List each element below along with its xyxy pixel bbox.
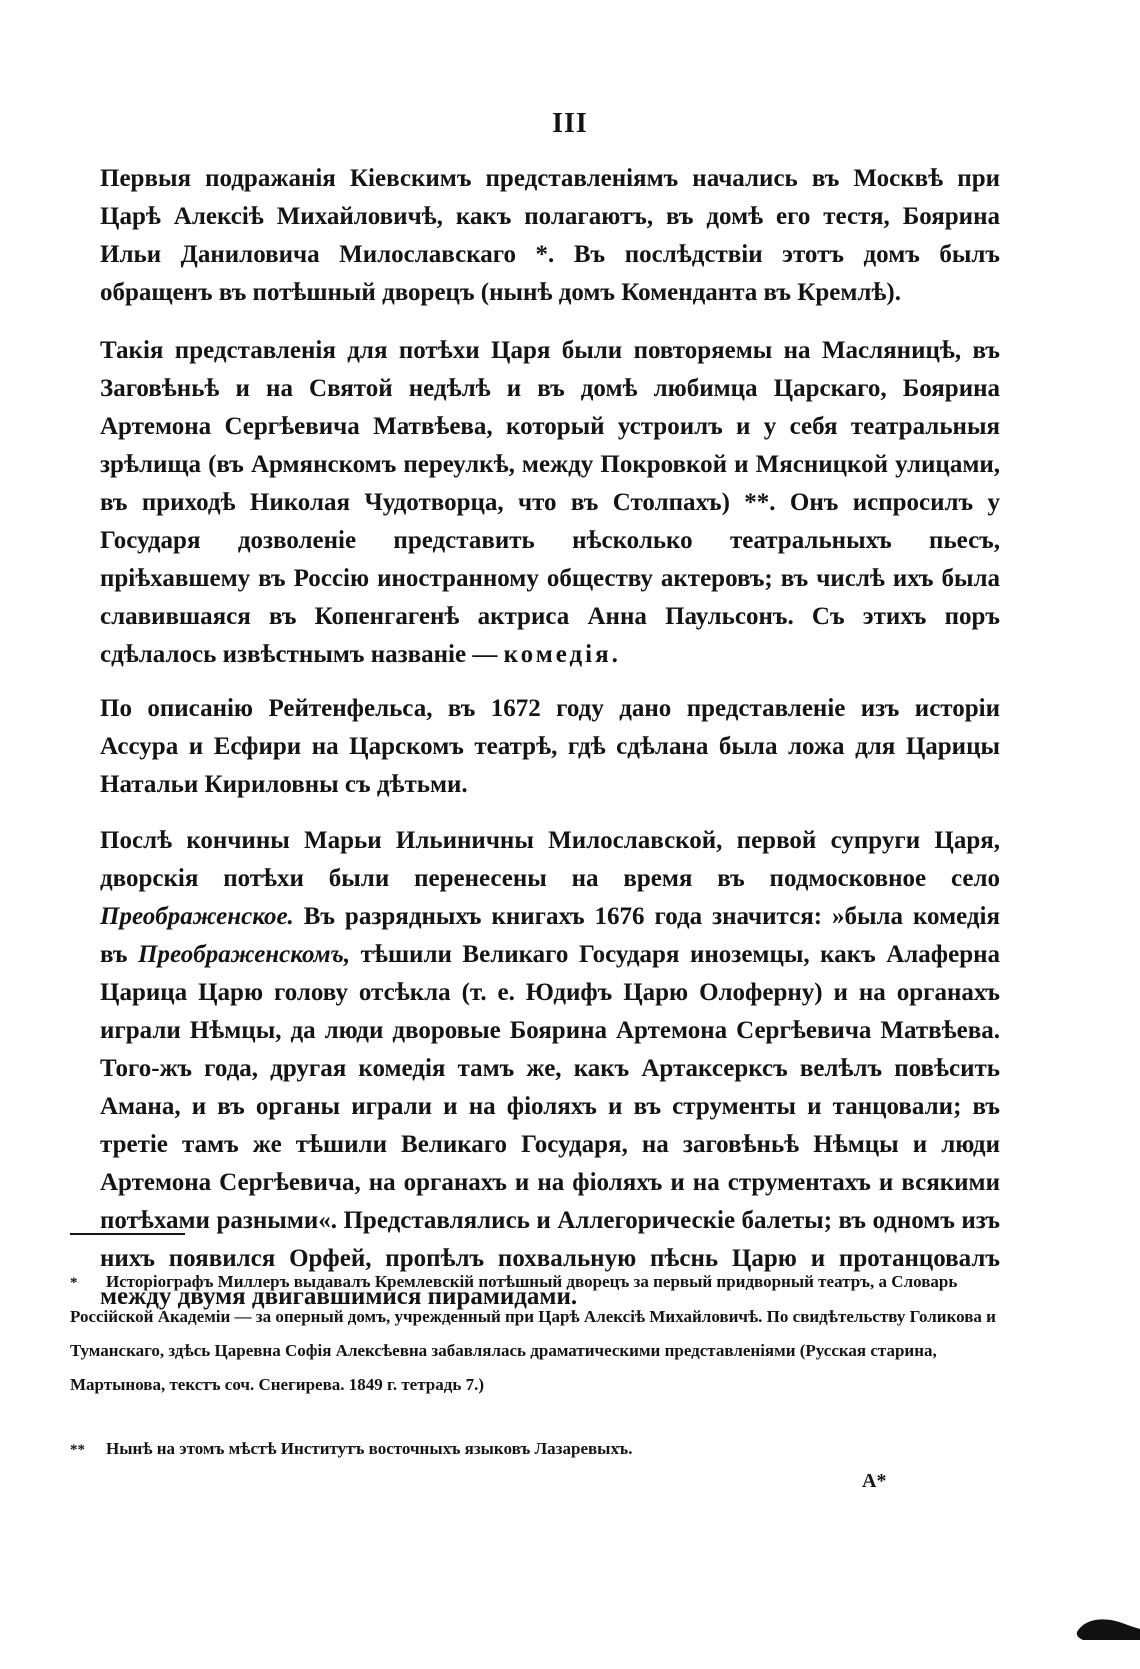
paragraph-2: [100, 332, 1000, 674]
paragraph-4-text-1: Послѣ кончины Марьи Ильиничны Милославской, первой супруги Царя, дворскія потѣхи были перенесены на время въ подмосковное село: [100, 827, 1000, 892]
paragraph-4-text-2: Въ разрядныхъ книгахъ 1676 года значится: »была комедія въ: [100, 903, 1000, 968]
footnote-1: [70, 1265, 1000, 1402]
page-number: III: [552, 108, 588, 139]
footnote-2-text: Нынѣ на этомъ мѣстѣ Институтъ восточныхъ языковъ Лазаревыхъ.: [106, 1439, 633, 1458]
paragraph-3: По описанію Рейтенфельса, въ 1672 году дано представленіе изъ исторіи Ассура и Есфири на Царскомъ театрѣ, гдѣ сдѣлана была ложа для Царицы Натальи Кириловны съ дѣтьми.: [100, 695, 1000, 798]
paragraph-4-italic-2: Преображенскомъ,: [138, 941, 351, 968]
paragraph-4-text-3: тѣшили Великаго Государя иноземцы, какъ Алаферна Царица Царю голову отсѣкла (т. е. Юдифъ Царю Олоферну) и на органахъ играли Нѣмцы, да люди дворовые Боярина Артемона Сергѣевича Матвѣева. Того-жъ года, другая комедія тамъ же, какъ Артаксерксъ велѣлъ повѣсить Амана, и въ органы играли и на фіоляхъ и въ струменты и танцовали; въ третіе тамъ же тѣшили Великаго Государя, на заговѣньѣ Нѣмцы и люди Артемона Сергѣевича, на органахъ и на фіоляхъ и на струментахъ и всякими потѣхами разными«. Представлялись и Аллегорическіе балеты; въ одномъ изъ нихъ появился Орфей, пропѣлъ похвальную пѣснь Царю и протанцовалъ между двумя двигавшимися пирамидами.: [100, 941, 1001, 1310]
footnote-1-mark: *: [70, 1275, 78, 1291]
footnote-divider: [70, 1233, 185, 1235]
paragraph-2-spaced-word: комедія.: [503, 641, 621, 668]
paragraph-4-italic-1: Преображенское.: [100, 903, 294, 930]
footnote-1-text: Исторіографъ Миллеръ выдавалъ Кремлевскій потѣшный дворецъ за первый придворный театръ, а Словарь Россійской Академіи — за оперный домъ, учрежденный при Царѣ Алексіѣ Михайловичѣ. По свидѣтельству Голикова и Туманскаго, здѣсь Царевна Софія Алексѣевна забавлялась драматическими представленіями (Русская старина, Мартынова, текстъ соч. Снегирева. 1849 г. тетрадь 7.): [70, 1272, 996, 1394]
footnote-2-mark: **: [70, 1442, 85, 1458]
footnote-2: [70, 1432, 1000, 1467]
paragraph-1: Первыя подражанія Кіевскимъ представленіямъ начались въ Москвѣ при Царѣ Алексіѣ Михайловичѣ, какъ полагаютъ, въ домѣ его тестя, Боярина Ильи Даниловича Милославскаго *. Въ послѣдствіи этотъ домъ былъ обращенъ въ потѣшный дворецъ (нынѣ домъ Комендaнта въ Кремлѣ).: [100, 165, 1000, 306]
paragraph-2-text: Такія представленія для потѣхи Царя были повторяемы на Масляницѣ, въ Заговѣньѣ и на Святой недѣлѣ и въ домѣ любимца Царскаго, Боярина Артемона Сергѣевича Матвѣева, который устроилъ и у себя театральныя зрѣлища (въ Армянскомъ переулкѣ, между Покровкой и Мясницкой улицами, въ приходѣ Николая Чудотворца, что въ Столпахъ) **. Онъ испросилъ у Государя дозволеніе представить нѣсколько театральныхъ пьесъ, пріѣхавшему въ Россію иностранному обществу актеровъ; въ числѣ ихъ была славившаяся въ Копенгагенѣ актриса Анна Паульсонъ. Съ этихъ поръ сдѣлалось извѣстнымъ названіе —: [100, 337, 1000, 668]
paragraph-4: [100, 822, 1000, 1316]
corner-ink-smudge: [1075, 1610, 1140, 1642]
signature-mark: A*: [862, 1470, 887, 1492]
